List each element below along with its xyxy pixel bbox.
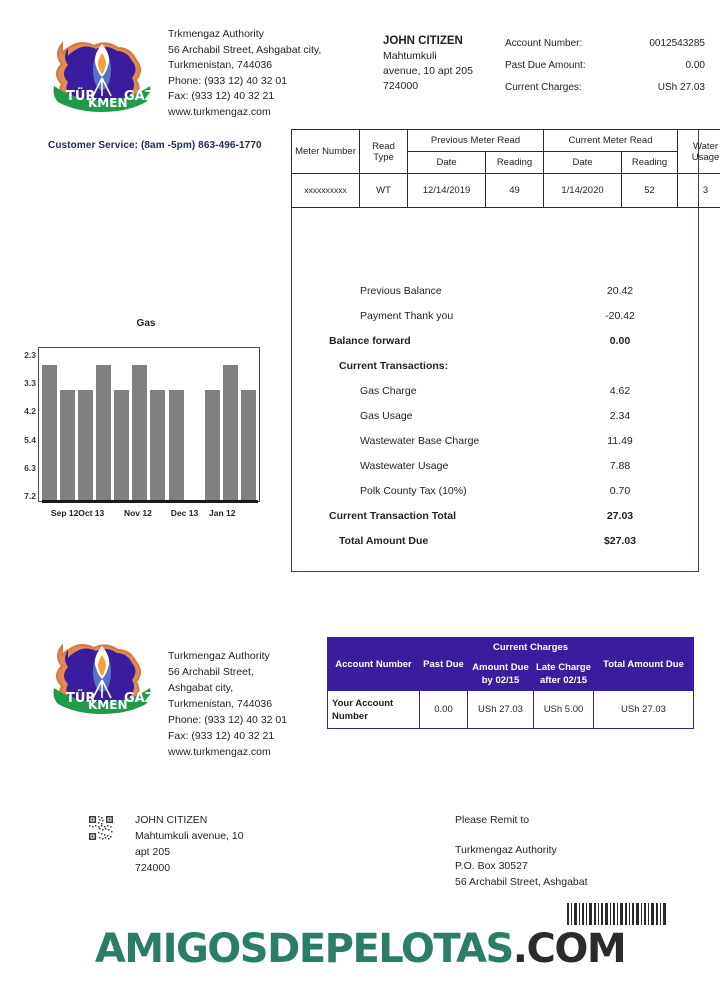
transaction-amount: 11.49 (607, 435, 633, 447)
th-past-due: Past Due (420, 638, 468, 691)
transaction-row (292, 310, 700, 335)
chart-x-tick: Nov 12 (123, 508, 152, 518)
summary-row (505, 60, 705, 71)
td-amount-due-by: USh 27.03 (468, 691, 534, 729)
th-previous-meter-read: Previous Meter Read (408, 130, 544, 152)
chart-bar (241, 390, 256, 501)
bill-to-line: 724000 (135, 862, 171, 874)
th-water-usage: Water Usage (678, 130, 720, 174)
watermark (0, 925, 720, 973)
td-water-usage: 3 (678, 174, 720, 208)
transaction-row (292, 385, 700, 410)
chart-y-tick: 2.3 (24, 350, 36, 360)
chart-y-tick: 4.2 (24, 406, 36, 416)
customer-service-line: Customer Service: (8am -5pm) 863-496-1770 (48, 140, 262, 151)
chart-bar (223, 365, 238, 501)
remittance-table (327, 637, 694, 729)
bill-to-name: JOHN CITIZEN (135, 814, 208, 826)
chart-bars (39, 348, 259, 501)
td-curr-date: 1/14/2020 (544, 174, 622, 208)
th-late-charge-after: Late Charge after 02/15 (534, 658, 594, 691)
company-line: Phone: (933 12) 40 32 01 (168, 714, 288, 726)
logo-ribbon-text-1: TÜR (66, 89, 96, 104)
transaction-label: Payment Thank you (360, 310, 454, 322)
summary-value: USh 27.03 (657, 82, 705, 93)
summary-value: 0.00 (685, 60, 705, 71)
summary-row (505, 82, 705, 93)
transaction-amount: 4.62 (609, 385, 631, 397)
transaction-label: Total Amount Due (339, 535, 429, 547)
transaction-amount: 20.42 (606, 285, 634, 297)
chart-x-tick: Jan 12 (209, 508, 236, 518)
transaction-label: Polk County Tax (10%) (360, 485, 467, 497)
chart-x-tick: Oct 13 (78, 508, 105, 518)
account-summary (505, 38, 705, 104)
logo-ribbon-text-3: GAZ (124, 89, 155, 104)
chart-bar (60, 390, 75, 501)
transaction-label: Gas Charge (360, 385, 417, 397)
td-account-number: Your Account Number (328, 691, 420, 729)
chart-title: Gas (136, 318, 156, 329)
transaction-label: Current Transactions: (339, 360, 449, 372)
chart-y-tick: 7.2 (24, 491, 36, 501)
th-prev-date: Date (408, 152, 486, 174)
company-address-bottom (168, 648, 338, 760)
watermark-part1: AMIGOSDEPELOTAS (94, 926, 513, 972)
chart-bar (96, 365, 111, 501)
transaction-row (292, 535, 700, 560)
customer-address-line: 724000 (383, 80, 419, 92)
chart-bar (169, 390, 184, 501)
summary-label: Account Number: (505, 38, 583, 49)
logo-icon (48, 26, 156, 118)
th-total-amount-due: Total Amount Due (594, 638, 694, 691)
td-late-charge: USh 5.00 (534, 691, 594, 729)
summary-label: Current Charges: (505, 82, 582, 93)
th-meter-number: Meter Number (292, 130, 360, 174)
bill-detail-box (291, 129, 720, 572)
summary-label: Past Due Amount: (505, 60, 586, 71)
customer-address-top (383, 34, 503, 94)
logo-ribbon-text-3: GAZ (124, 691, 155, 706)
spacer (455, 828, 588, 842)
th-current-charges: Current Charges (468, 638, 594, 658)
td-prev-date: 12/14/2019 (408, 174, 486, 208)
remit-to-address (455, 812, 588, 890)
th-amount-due-by: Amount Due by 02/15 (468, 658, 534, 691)
company-line: Ashgabat city, (168, 682, 234, 694)
meter-table-header-row (292, 130, 720, 152)
gas-usage-chart (0, 318, 292, 528)
chart-y-tick: 5.4 (24, 435, 36, 445)
transaction-label: Wastewater Usage (360, 460, 449, 472)
chart-bar (42, 365, 57, 501)
bill-to-address (135, 812, 244, 876)
summary-row (505, 38, 705, 49)
transaction-amount: 0.70 (609, 485, 631, 497)
customer-address-line: avenue, 10 apt 205 (383, 65, 473, 77)
company-line: Fax: (933 12) 40 32 21 (168, 730, 275, 742)
transaction-row (292, 510, 700, 535)
transaction-amount: -20.42 (605, 310, 635, 322)
company-line: Turkmenistan, 744036 (168, 59, 273, 71)
company-line: Turkmenistan, 744036 (168, 698, 273, 710)
meter-table-row (292, 174, 720, 208)
logo-icon (48, 628, 156, 720)
chart-bar (205, 390, 220, 501)
chart-bar (132, 365, 147, 501)
td-prev-reading: 49 (486, 174, 544, 208)
qr-code (88, 815, 114, 846)
remit-to-line: Turkmengaz Authority (455, 844, 557, 856)
barcode-icon (565, 903, 669, 925)
company-line: Turkmengaz Authority (168, 650, 270, 662)
transaction-amount: 7.88 (609, 460, 631, 472)
turkmengaz-logo-top (48, 26, 156, 118)
logo-ribbon-text-2: KMEN (88, 698, 128, 712)
bill-to-line: apt 205 (135, 846, 171, 858)
chart-bar (78, 390, 93, 501)
transaction-label: Previous Balance (360, 285, 442, 297)
customer-name: JOHN CITIZEN (383, 35, 463, 47)
transaction-row (292, 460, 700, 485)
chart-y-axis (6, 347, 36, 502)
transaction-label: Gas Usage (360, 410, 413, 422)
transaction-label: Balance forward (329, 335, 411, 347)
bill-to-line: Mahtumkuli avenue, 10 (135, 830, 244, 842)
chart-plot-area (38, 347, 260, 502)
th-current-meter-read: Current Meter Read (544, 130, 678, 152)
company-website: www.turkmengaz.com (168, 105, 271, 118)
transaction-row (292, 410, 700, 435)
chart-x-tick: Sep 12 (50, 508, 79, 518)
company-line: 56 Archabil Street, (168, 666, 254, 678)
td-read-type: WT (360, 174, 408, 208)
chart-x-tick: Dec 13 (170, 508, 199, 518)
remit-to-line: P.O. Box 30527 (455, 860, 528, 872)
transaction-amount: 0.00 (609, 335, 631, 347)
logo-ribbon-text-1: TÜR (66, 691, 96, 706)
th-read-type: Read Type (360, 130, 408, 174)
th-curr-date: Date (544, 152, 622, 174)
company-line: Trkmengaz Authority (168, 28, 264, 40)
company-line: Phone: (933 12) 40 32 01 (168, 74, 288, 87)
chart-bar (150, 390, 165, 501)
transaction-label: Current Transaction Total (329, 510, 456, 522)
th-curr-reading: Reading (622, 152, 678, 174)
chart-y-tick: 3.3 (24, 378, 36, 388)
td-curr-reading: 52 (622, 174, 678, 208)
company-line: 56 Archabil Street, Ashgabat city, (168, 43, 322, 56)
chart-bar (114, 390, 129, 501)
remit-header-row (328, 638, 694, 658)
td-total-amount-due: USh 27.03 (594, 691, 694, 729)
transaction-amount: 2.34 (609, 410, 631, 422)
summary-value: 0012543285 (649, 38, 705, 49)
logo-ribbon-text-2: KMEN (88, 96, 128, 110)
turkmengaz-logo-bottom (48, 628, 156, 720)
remit-data-row (328, 691, 694, 729)
transaction-row (292, 435, 700, 460)
transaction-row (292, 360, 700, 385)
customer-address-line: Mahtumkuli (383, 50, 437, 62)
transaction-row (292, 335, 700, 360)
transaction-row (292, 485, 700, 510)
meter-table-wrap (291, 129, 720, 208)
company-address-top (168, 27, 368, 120)
transaction-list (292, 285, 700, 560)
transaction-amount: 27.03 (606, 510, 634, 522)
remit-to-line: 56 Archabil Street, Ashgabat (455, 876, 588, 888)
meter-reading-table (291, 129, 720, 208)
watermark-part2: .COM (512, 926, 626, 972)
chart-baseline (42, 500, 258, 503)
company-website: www.turkmengaz.com (168, 746, 271, 758)
qr-code-icon (88, 815, 114, 841)
td-past-due: 0.00 (420, 691, 468, 729)
remit-to-title: Please Remit to (455, 814, 530, 826)
transaction-label: Wastewater Base Charge (360, 435, 480, 447)
th-account-number: Account Number (328, 638, 420, 691)
company-line: Fax: (933 12) 40 32 21 (168, 90, 275, 102)
transaction-row (292, 285, 700, 310)
transaction-amount: $27.03 (603, 535, 637, 547)
chart-y-tick: 6.3 (24, 463, 36, 473)
td-meter-number: xxxxxxxxxx (292, 174, 360, 208)
th-prev-reading: Reading (486, 152, 544, 174)
